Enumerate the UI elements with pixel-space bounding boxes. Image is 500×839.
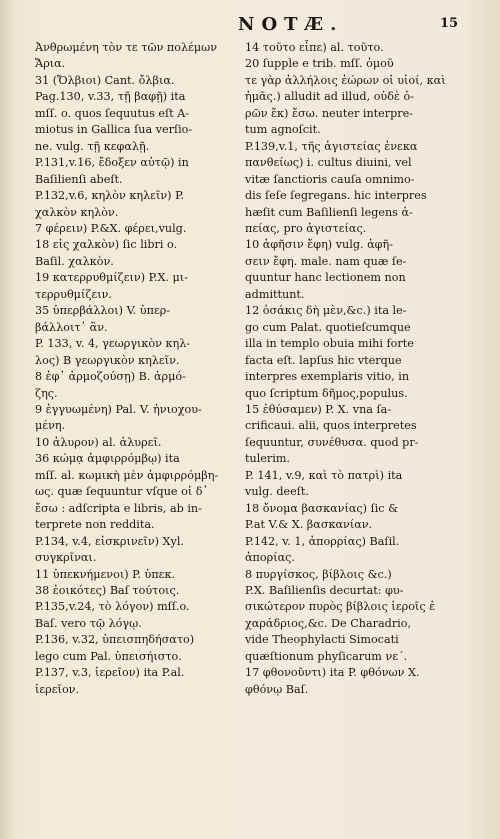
text-line: P.132,v.6, κηλὸν κηλεῖν) P. bbox=[35, 189, 184, 203]
text-line: ζης. bbox=[35, 386, 58, 400]
text-line: 20 ſupple e trib. mſſ. ὁμοῦ bbox=[245, 57, 394, 71]
text-line: χαλκὸν κηλὸν. bbox=[35, 205, 119, 219]
text-line: dis ſeſe ſegregans. hic interpres bbox=[245, 189, 427, 203]
text-line: φθόνῳ Baſ. bbox=[245, 682, 309, 696]
text-line: P. 133, v. 4, γεωργικὸν κηλ- bbox=[35, 337, 191, 351]
right-column bbox=[245, 40, 460, 698]
text-line: λος) B γεωργικὸν κηλεῖν. bbox=[35, 353, 180, 367]
text-line: 8 ἐφ᾽ ἁρμοζούσῃ) B. ἁρμό- bbox=[35, 370, 186, 384]
text-line: 17 φθονοῦντι) ita P. φθόνων X. bbox=[245, 666, 420, 680]
text-line: Baſ. vero τῷ λόγῳ. bbox=[35, 616, 142, 630]
page-header bbox=[0, 14, 500, 40]
text-line: admittunt. bbox=[245, 287, 305, 301]
text-line: quæſtionum phyſicarum νε΄. bbox=[245, 649, 408, 663]
text-line: ρῶν ἔκ) ἔσω. neuter interpre- bbox=[245, 106, 414, 120]
text-line: συγκρῖναι. bbox=[35, 551, 97, 565]
text-line: facta eſt. lapſus hic vterque bbox=[245, 353, 402, 367]
text-line: mſſ. o. quos ſequutus eſt A- bbox=[35, 106, 190, 120]
text-line: 18 ὄνομα βασκανίας) ſic & bbox=[245, 501, 399, 515]
text-line: vulg. deeſt. bbox=[245, 485, 309, 499]
text-line: 31 (Ὄλβιοι) Cant. ὄλβια. bbox=[35, 73, 175, 87]
text-line: 15 ἐθύσαμεν) P. X. vna ſa- bbox=[245, 402, 392, 416]
text-line: Ἀνθρωμένη τὸν τε τῶν πολέμων bbox=[35, 41, 218, 54]
text-line: mſſ. al. κωμικὴ μὲν ἀμφιρρόμβη- bbox=[35, 468, 219, 482]
text-line: τε γὰρ ἀλλήλοις ἐώρων οἱ υἱοί, καὶ bbox=[245, 73, 446, 87]
running-title: NOTÆ. bbox=[238, 14, 344, 35]
text-line: ne. vulg. τῇ κεφαλῇ. bbox=[35, 139, 150, 153]
text-line: 12 ὁσάκις δὴ μὲν,&c.) ita le- bbox=[245, 304, 407, 318]
text-line: 8 πυργίσκος, βίβλοις &c.) bbox=[245, 567, 392, 581]
text-line: P.137, v.3, ἱερεῖον) ita P.al. bbox=[35, 666, 185, 680]
text-line: quo ſcriptum δῆμος,populus. bbox=[245, 386, 408, 400]
text-line: 35 ὑπερβάλλοι) V. ὑπερ- bbox=[35, 304, 171, 318]
text-line: χαράδριος,&c. De Charadrio, bbox=[245, 616, 412, 630]
text-line: ἱερεῖον. bbox=[35, 682, 80, 696]
text-line: vide Theophylacti Simocati bbox=[245, 633, 399, 647]
text-line: P.135,v.24, τὸ λόγον) mſſ.o. bbox=[35, 600, 190, 614]
text-line: P.134, v.4, εἰσκρινεῖν) Xyl. bbox=[35, 534, 184, 548]
text-line: τερρυθμίζειν. bbox=[35, 287, 112, 301]
text-line: P.136, v.32, ὑπεισπηδήσατο) bbox=[35, 633, 195, 647]
text-line: Pag.130, v.33, τῇ βαφῇ) ita bbox=[35, 90, 186, 104]
text-line: P.142, v. 1, ἀπορρίας) Baſil. bbox=[245, 534, 400, 548]
text-line: terprete non reddita. bbox=[35, 518, 155, 532]
text-line: quuntur hanc lectionem non bbox=[245, 271, 406, 285]
text-line: Ἄρια. bbox=[35, 57, 66, 71]
text-line: πείας, pro ἁγιστείας. bbox=[245, 221, 367, 235]
text-line: 11 ὑπεκνήμενοι) P. ὑπεκ. bbox=[35, 567, 176, 581]
text-line: πανθείως) i. cultus diuini, vel bbox=[245, 156, 412, 170]
text-line: 10 ἀλυρον) al. ἀλυρεῖ. bbox=[35, 435, 162, 449]
text-line: 36 κώμᾳ ἀμφιρρόμβῳ) ita bbox=[35, 452, 180, 466]
text-line: 14 τοῦτο εἶπε) al. τοῦτο. bbox=[245, 41, 384, 54]
text-line: ως. quæ ſequuntur vſque οἱ δ᾽ bbox=[35, 485, 209, 499]
text-line: 10 ἀφῆσιν ἔφη) vulg. ἀφῆ- bbox=[245, 238, 393, 252]
text-line: interpres exemplaris vitio, in bbox=[245, 370, 410, 384]
text-line: σειν ἔφη. male. nam quæ ſe- bbox=[245, 254, 407, 268]
text-line: βάλλοιτ᾽ ἂν. bbox=[35, 320, 108, 334]
text-line: ſequuntur, συνέθυσα. quod pr- bbox=[245, 435, 419, 449]
text-line: vitæ ſanctioris cauſa omnimo- bbox=[245, 172, 415, 186]
text-line: ἡμᾶς.) alludit ad illud, οὐδὲ ὁ- bbox=[245, 90, 415, 104]
text-line: hæſit cum Baſilienſi legens ἀ- bbox=[245, 205, 413, 219]
text-line: μένη. bbox=[35, 419, 66, 433]
text-line: Baſilienſi abeſt. bbox=[35, 172, 123, 186]
text-line: tum agnoſcit. bbox=[245, 123, 321, 137]
text-line: tulerim. bbox=[245, 452, 290, 466]
text-line: miotus in Gallica ſua verſio- bbox=[35, 123, 193, 137]
text-line: 19 κατερρυθμίζειν) P.X. μι- bbox=[35, 271, 188, 285]
text-line: P.131,v.16, ἔδοξεν αὐτῷ) in bbox=[35, 156, 189, 170]
text-line: Baſil. χαλκὸν. bbox=[35, 254, 114, 268]
text-line: σικώτερον πυρὸς βίβλοις ἱεροῖς ἐ bbox=[245, 600, 436, 614]
text-line: P.at V.& X. βασκανίαν. bbox=[245, 518, 373, 532]
text-line: lego cum Pal. ὑπεισήιστο. bbox=[35, 649, 182, 663]
text-line: P.139,v.1, τῆς ἁγιστείας ἐνεκα bbox=[245, 139, 418, 153]
text-line: go cum Palat. quotieſcumque bbox=[245, 320, 411, 334]
text-line: crificaui. alii, quos interpretes bbox=[245, 419, 417, 433]
left-column bbox=[35, 40, 235, 698]
text-line: ἀπορίας. bbox=[245, 551, 295, 565]
text-line: 9 ἐγγυωμένη) Pal. V. ἠνιοχου- bbox=[35, 402, 202, 416]
text-line: illa in templo obuia mihi forte bbox=[245, 337, 414, 351]
text-line: P. 141, v.9, καὶ τὸ πατρὶ) ita bbox=[245, 468, 403, 482]
text-line: 7 φέρειν) P.&X. φέρει,vulg. bbox=[35, 221, 187, 235]
page-number: 15 bbox=[440, 16, 459, 31]
text-line: 18 εἰς χαλκὸν) ſic libri o. bbox=[35, 238, 178, 252]
text-line: P.X. Baſilienſis decurtat: φυ- bbox=[245, 583, 404, 597]
text-line: ἔσω : adſcripta e libris, ab in- bbox=[35, 501, 202, 515]
text-line: 38 ἐοικότες) Baſ τούτοις. bbox=[35, 583, 180, 597]
